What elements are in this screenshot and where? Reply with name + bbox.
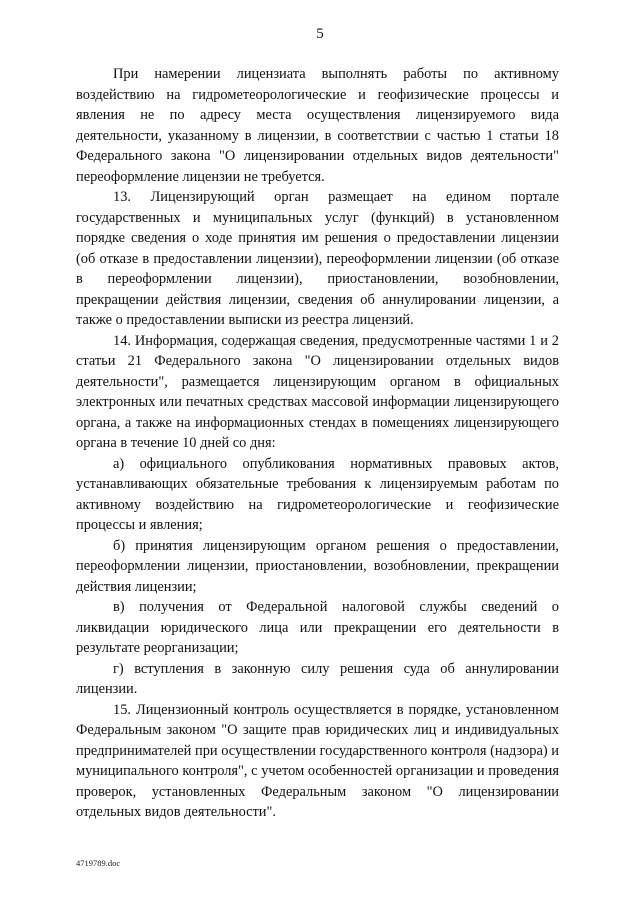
list-item-v: в) получения от Федеральной налоговой службы сведений о ликвидации юридического лица или прекращении его деятельности в результате реорганизации; [76,599,559,656]
paragraph-license-address: При намерении лицензиата выполнять работы по активному воздействию на гидрометеорологические и геофизические процессы и явления не по адресу места осуществления лицензируемого вида деятельности, указанному в лицензии, в соответствии с частью 1 статьи 18 Федерального закона "О лицензировании отдельных видов деятельности" переоформление лицензии не требуется. [76,66,559,185]
page-number: 5 [316,26,324,42]
list-item-g: г) вступления в законную силу решения суда об аннулировании лицензии. [76,660,559,697]
list-item-a: а) официального опубликования нормативных правовых актов, устанавливающих обязательные требования к лицензируемым работам по активному воздействию на гидрометеорологические и геофизические процессы и явления; [76,455,559,533]
file-name-footer: 4719789.doc [76,858,121,868]
list-item-b: б) принятия лицензирующим органом решения о предоставлении, переоформлении лицензии, приостановлении, возобновлении, прекращении действия лицензии; [76,537,559,595]
paragraph-14-information: 14. Информация, содержащая сведения, предусмотренные частями 1 и 2 статьи 21 Федерального закона "О лицензировании отдельных видов деятельности", размещается лицензирующим органом в официальных электронных или печатных средствах массовой информации лицензирующего органа, а также на информационных стендах в помещениях лицензирующего органа в течение 10 дней со дня: [76,332,559,451]
document-body [76,64,559,823]
paragraph-13-portal: 13. Лицензирующий орган размещает на едином портале государственных и муниципальных услуг (функций) в установленном порядке сведения о ходе принятия им решения о предоставлении лицензии (об отказе в предоставлении лицензии), переоформлении лицензии (об отказе в переоформлении лицензии), приостановлении, возобновлении, прекращении действия лицензии, сведения об аннулировании лицензии, а также о предоставлении выписки из реестра лицензий. [76,189,559,328]
paragraph-15-control: 15. Лицензионный контроль осуществляется в порядке, установленном Федеральным законом "О защите прав юридических лиц и индивидуальных предпринимателей при осуществлении государственного контроля (надзора) и муниципального контроля", с учетом особенностей организации и проведения проверок, установленных Федеральным законом "О лицензировании отдельных видов деятельности". [76,701,559,820]
